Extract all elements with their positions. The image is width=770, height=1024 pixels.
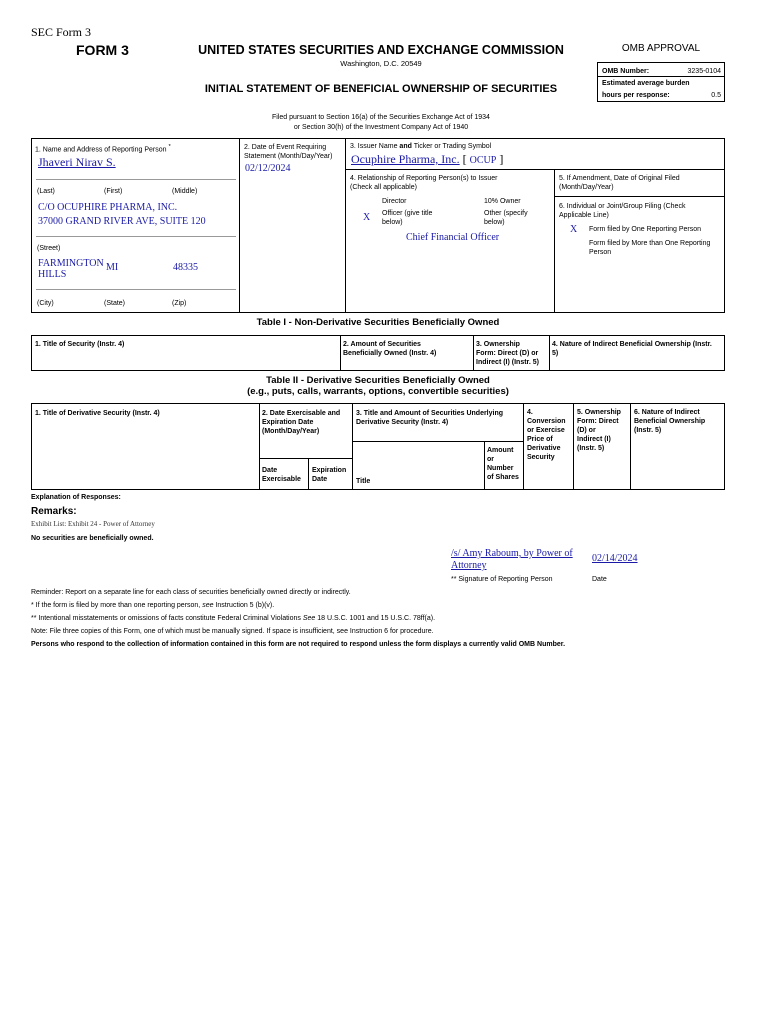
signature[interactable]: /s/ Amy Raboum, by Power of Attorney bbox=[451, 548, 573, 571]
event-date: 02/12/2024 bbox=[245, 163, 291, 174]
statement-title: INITIAL STATEMENT OF BENEFICIAL OWNERSHIP OF SECURITIES bbox=[204, 83, 558, 95]
remarks-label: Remarks: bbox=[31, 506, 77, 517]
omb-hours-label: hours per response: bbox=[602, 92, 670, 99]
table1-col1: 1. Title of Security (Instr. 4) bbox=[35, 341, 125, 348]
first-label: (First) bbox=[104, 188, 123, 195]
form-number: FORM 3 bbox=[76, 42, 129, 58]
issuer-link[interactable]: Ocuphire Pharma, Inc. bbox=[351, 152, 460, 166]
explanation-label: Explanation of Responses: bbox=[31, 494, 121, 501]
zip-label: (Zip) bbox=[172, 300, 187, 307]
table2-col6: 6. Nature of Indirect Beneficial Ownership (Instr. 5) bbox=[634, 409, 706, 434]
city-label: (City) bbox=[37, 300, 54, 307]
ticker: OCUP bbox=[469, 155, 497, 166]
middle-label: (Middle) bbox=[172, 188, 198, 195]
ten-percent-owner-label: 10% Owner bbox=[484, 198, 521, 205]
box3-label: 3. Issuer Name and Ticker or Trading Symbol bbox=[350, 143, 492, 150]
signature-date[interactable]: 02/14/2024 bbox=[592, 553, 638, 564]
omb-number-label: OMB Number: bbox=[602, 68, 650, 75]
omb-burden: Estimated average burden bbox=[602, 80, 690, 87]
box6-label: 6. Individual or Joint/Group Filing (Check Applicable Line) bbox=[559, 203, 686, 219]
exhibit-list: Exhibit List: Exhibit 24 - Power of Attorney bbox=[31, 520, 155, 528]
box2-label: 2. Date of Event Requiring Statement (Month/Day/Year) bbox=[244, 144, 333, 160]
box2-event-date bbox=[239, 138, 346, 313]
box3-issuer bbox=[345, 138, 725, 170]
one-person-checkmark[interactable]: X bbox=[570, 224, 578, 235]
amount-col: Amount or Number of Shares bbox=[487, 447, 519, 481]
director-label: Director bbox=[382, 198, 407, 205]
state: MI bbox=[106, 262, 119, 273]
note-3: Note: File three copies of this Form, one of which must be manually signed. If space is insufficient, see Instruction 6 for procedure. bbox=[31, 628, 434, 635]
reporting-person-name[interactable]: Jhaveri Nirav S. bbox=[38, 155, 116, 169]
table1-col2: 2. Amount of Securities Beneficially Owned (Instr. 4) bbox=[343, 341, 437, 357]
table2-title: Table II - Derivative Securities Beneficially Owned (e.g., puts, calls, warrants, options, convertible securities) bbox=[247, 375, 509, 397]
officer-label: Officer (give title below) bbox=[382, 210, 433, 226]
address-line1: C/O OCUPHIRE PHARMA, INC. bbox=[38, 202, 178, 213]
date-exercisable: Date Exercisable bbox=[262, 467, 301, 483]
table2-col2: 2. Date Exercisable and Expiration Date (Month/Day/Year) bbox=[262, 410, 341, 435]
last-label: (Last) bbox=[37, 188, 55, 195]
expiration-date: Expiration Date bbox=[312, 467, 347, 483]
table1-col4: 4. Nature of Indirect Beneficial Ownership (Instr. 5) bbox=[552, 341, 712, 357]
city: FARMINGTON HILLS bbox=[38, 258, 104, 280]
date-label: Date bbox=[592, 576, 607, 583]
table2 bbox=[31, 403, 725, 490]
box6-filing bbox=[554, 196, 725, 313]
title-col: Title bbox=[356, 478, 371, 485]
box5-label: 5. If Amendment, Date of Original Filed (Month/Day/Year) bbox=[559, 175, 680, 191]
table1-title: Table I - Non-Derivative Securities Beneficially Owned bbox=[256, 317, 500, 328]
omb-box bbox=[597, 62, 725, 102]
omb-approval-title: OMB APPROVAL bbox=[621, 43, 701, 54]
officer-checkmark[interactable]: X bbox=[363, 212, 371, 223]
zip: 48335 bbox=[173, 262, 198, 273]
reminder-note: Reminder: Report on a separate line for each class of securities beneficially owned directly or indirectly. bbox=[31, 589, 351, 596]
table1-col3: 3. Ownership Form: Direct (D) or Indirect (I) (Instr. 5) bbox=[476, 341, 540, 366]
table2-col5: 5. Ownership Form: Direct (D) or Indirect (I) (Instr. 5) bbox=[577, 409, 621, 452]
omb-hours: 0.5 bbox=[711, 92, 721, 99]
box1-label: 1. Name and Address of Reporting Person * bbox=[35, 144, 171, 154]
agency-city: Washington, D.C. 20549 bbox=[340, 59, 422, 68]
other-label: Other (specify below) bbox=[484, 210, 528, 226]
table1 bbox=[31, 335, 725, 371]
table2-col1: 1. Title of Derivative Security (Instr. 4) bbox=[35, 410, 160, 417]
note-2: ** Intentional misstatements or omissions of facts constitute Federal Criminal Violations See 18 U.S.C. 1001 and 15 U.S.C. 78ff(a). bbox=[31, 615, 436, 622]
box5-amendment bbox=[554, 169, 725, 197]
street-label: (Street) bbox=[37, 245, 61, 252]
address-line2: 37000 GRAND RIVER AVE, SUITE 120 bbox=[38, 216, 206, 227]
omb-number: 3235-0104 bbox=[687, 68, 721, 75]
table2-col4: 4. Conversion or Exercise Price of Derivative Security bbox=[527, 409, 566, 461]
persons-note: Persons who respond to the collection of information contained in this form are not required to respond unless the form displays a currently valid OMB Number. bbox=[31, 641, 566, 648]
agency-title: UNITED STATES SECURITIES AND EXCHANGE COMMISSION bbox=[198, 43, 564, 57]
table2-col3: 3. Title and Amount of Securities Underlying Derivative Security (Instr. 4) bbox=[356, 410, 504, 426]
box4-relationship bbox=[345, 169, 555, 313]
box4-label: 4. Relationship of Reporting Person(s) to Issuer (Check all applicable) bbox=[350, 175, 498, 191]
signature-label: ** Signature of Reporting Person bbox=[451, 576, 553, 583]
one-person-label: Form filed by One Reporting Person bbox=[589, 226, 702, 233]
box1-reporting-person bbox=[31, 138, 240, 313]
filed-pursuant: Filed pursuant to Section 16(a) of the Securities Exchange Act of 1934 or Section 30(h) of the Investment Company Act of 1940 bbox=[272, 114, 490, 131]
no-securities-note: No securities are beneficially owned. bbox=[31, 535, 154, 542]
state-label: (State) bbox=[104, 300, 126, 307]
more-person-label: Form filed by More than One Reporting Person bbox=[589, 240, 711, 256]
sec-form-label: SEC Form 3 bbox=[31, 25, 92, 39]
note-1: * If the form is filed by more than one reporting person, see Instruction 5 (b)(v). bbox=[31, 602, 275, 609]
issuer-name: Ocuphire Pharma, Inc. [ OCUP ] bbox=[351, 152, 504, 166]
officer-title: Chief Financial Officer bbox=[406, 232, 500, 243]
